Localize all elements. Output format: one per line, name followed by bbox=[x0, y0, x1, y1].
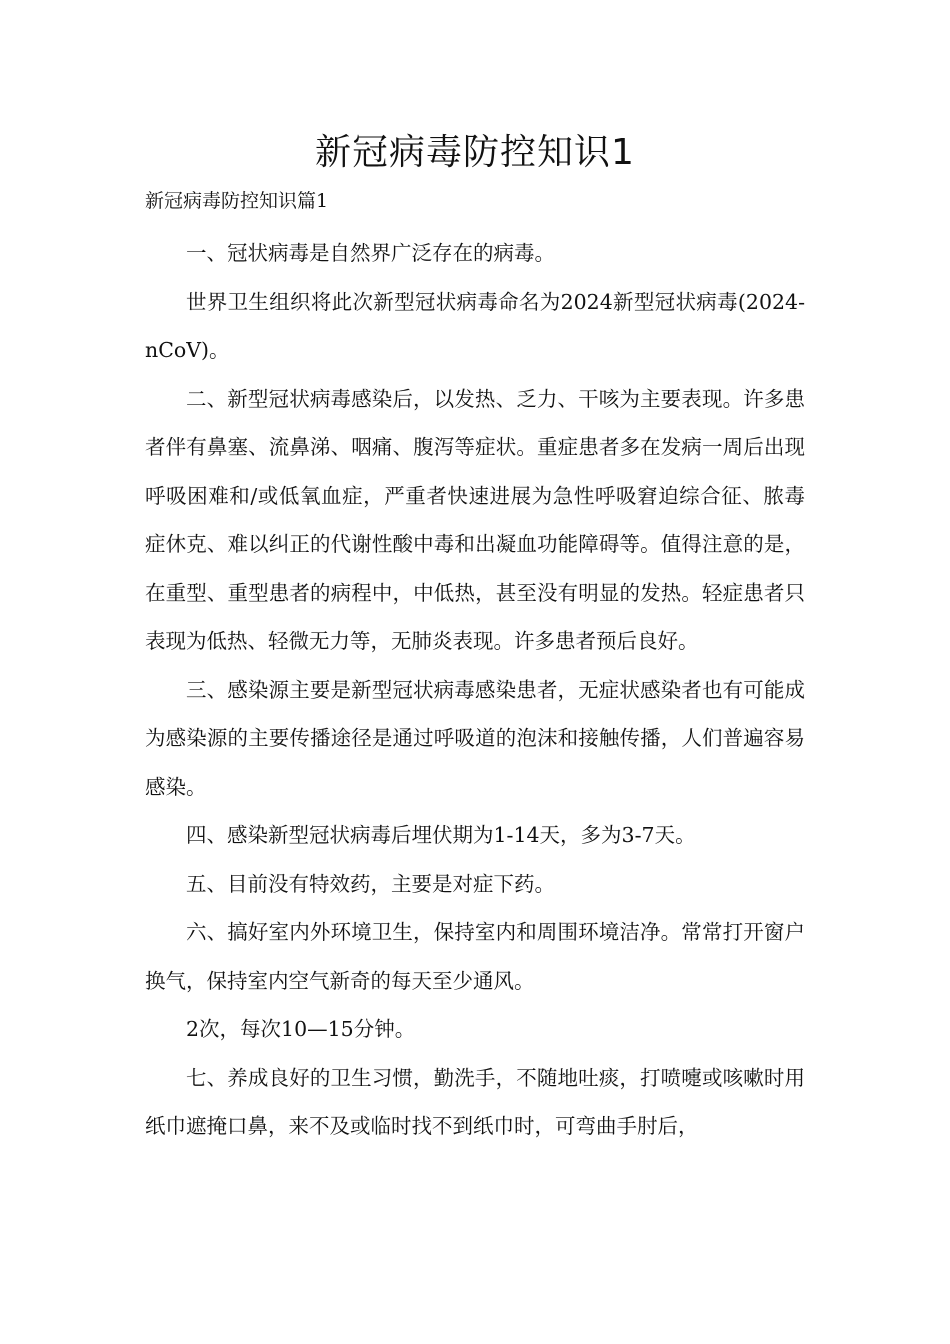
document-title: 新冠病毒防控知识1 bbox=[315, 132, 635, 173]
paragraph-5: 四、感染新型冠状病毒后埋伏期为1-14天，多为3-7天。 bbox=[186, 823, 696, 847]
document-subtitle: 新冠病毒防控知识篇1 bbox=[145, 190, 329, 212]
paragraph-2: 世界卫生组织将此次新型冠状病毒命名为2024新型冠状病毒(2024-nCoV)。 bbox=[145, 289, 805, 362]
paragraph-6: 五、目前没有特效药，主要是对症下药。 bbox=[186, 871, 555, 896]
document-body bbox=[145, 229, 805, 1151]
paragraph-7: 六、搞好室内外环境卫生，保持室内和周围环境洁净。常常打开窗户换气，保持室内空气新奇的每天至少通风。 bbox=[145, 920, 805, 993]
paragraph-9: 七、养成良好的卫生习惯，勤洗手，不随地吐痰，打喷嚏或咳嗽时用纸巾遮掩口鼻，来不及或临时找不到纸巾时，可弯曲手肘后， bbox=[145, 1065, 805, 1138]
paragraph-3: 二、新型冠状病毒感染后，以发热、乏力、干咳为主要表现。许多患者伴有鼻塞、流鼻涕、咽痛、腹泻等症状。重症患者多在发病一周后出现呼吸困难和/或低氧血症，严重者快速进展为急性呼吸窘迫综合征、脓毒症休克、难以纠正的代谢性酸中毒和出凝血功能障碍等。值得注意的是，在重型、重型患者的病程中，中低热，甚至没有明显的发热。轻症患者只表现为低热、轻微无力等，无肺炎表现。许多患者预后良好。 bbox=[145, 386, 805, 653]
paragraph-8: 2次，每次10—15分钟。 bbox=[186, 1017, 416, 1041]
paragraph-1: 一、冠状病毒是自然界广泛存在的病毒。 bbox=[186, 241, 555, 265]
paragraph-4: 三、感染源主要是新型冠状病毒感染患者，无症状感染者也有可能成为感染源的主要传播途径是通过呼吸道的泡沫和接触传播，人们普遍容易感染。 bbox=[145, 677, 805, 799]
